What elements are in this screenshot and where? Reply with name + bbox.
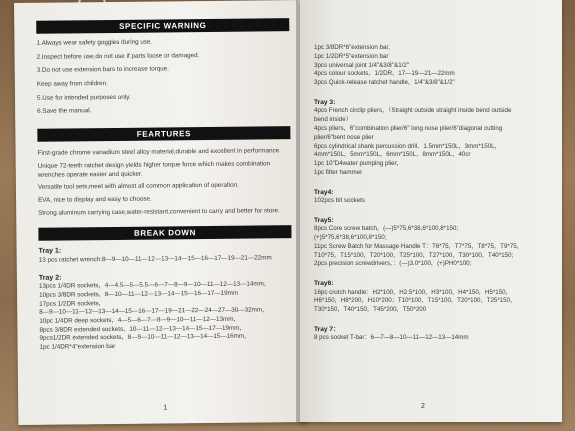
page-number-right: 2 [421, 403, 425, 410]
tray3-line: 4mm*150L，5mm*150L，6mm*150L，8mm*150L，40cr [314, 151, 471, 159]
warning-item: Keep away from children. [36, 80, 108, 88]
tray2-title: Tray 2: [38, 274, 62, 282]
tray3-line: 1pc 10"D4water pumping plier， [314, 160, 403, 168]
tray7-line: 8 pcs socket T-bar：6—7—8—10—11—12—13—14mm [314, 334, 469, 342]
item-line: 1pc 3/8DR*6"extension bar, [314, 44, 390, 51]
tray2-line: 8—9—10—11—12—13—14—15—16—17—19—21—22—24—27—30—32mm， [39, 306, 269, 317]
warning-item: 1.Always wear safety goggles during use. [36, 38, 153, 47]
feature-item: EVA, nice to display and easy to choose. [38, 195, 152, 204]
tray1-title: Tray 1: [38, 247, 62, 256]
tray5-line: 2pcs precision screwdrivers，：(—)3.0*100，(+)PH0*100; [314, 260, 472, 268]
item-line: 1pc 1/2DR*5"extension bar [314, 52, 389, 60]
warning-item: 5.Use for intended purposes only. [36, 93, 131, 102]
feature-item: Versatile tool sets,meet with almost all common application of operation. [37, 181, 239, 191]
tray1-line: 13 pcs ratchet wrench:8—9—10—11—12—13—14—15—16—17—19—21—22mm [38, 254, 272, 264]
tray5-title: Tray5: [314, 216, 334, 224]
tray6-line: T30*150，T40*150，T45*200，T50*200 [314, 306, 427, 314]
manual-page-right [300, 0, 562, 422]
features-header: FEARTURES [37, 126, 290, 142]
features-list [38, 147, 292, 218]
tray5-line: 11pc Screw Batch for Massage Handle T：T6*75，T7*75，T8*75，T9*75， [314, 242, 523, 250]
breakdown-header: BREAK DOWN [38, 225, 291, 241]
tray5-line: 8pcs Core screw batch，(—)5*75,6*38,6*100,8*150; [314, 225, 459, 233]
right-page-content [314, 44, 554, 343]
tray2-continued-list [314, 44, 554, 88]
feature-item: wrenches operate easier and quicker. [37, 170, 143, 179]
tray3-line: 4pcs pliers，6"combination plier/6" long nose plier/6"diagonal cutting [314, 124, 503, 132]
tray6-line: H6*150，H8*200，H10*200；T10*100，T15*100，T20*100，T25*150， [314, 297, 517, 305]
specific-warning-header: SPECIFIC WARNING [36, 18, 289, 34]
manual-page-left [14, 0, 307, 425]
tray2-line: 8pcs 3/8DR extended sockets，10—11—12—13—14—15—17—19mm， [39, 324, 246, 334]
tray3-line: plier/6"bent nose plier [314, 133, 374, 141]
tray5-line: T10*75，T15*100，T20*100，T25*100，T27*100，T30*100，T40*150; [314, 251, 514, 259]
tray4-title: Tray4: [314, 188, 334, 196]
tray3-line: 4pcs French circlip pliers，（Straight outside straight inside bend outside [314, 107, 512, 115]
tray3-list [314, 107, 554, 177]
warnings-list [36, 37, 290, 117]
tray2-line: 10pcs 3/8DR sockets，8—10—11—12—13—14—15—16—17—19mm [39, 289, 239, 299]
tray5-line: (+)5*75,6*38,6*100,8*150; [314, 234, 387, 242]
tray2-line: 13pcs 1/4DR sockets，4—4.5—5—5.5—6—7—8—9—10—11—12—13—14mm， [38, 280, 271, 291]
tray7-title: Tray 7： [314, 325, 340, 333]
tray2-line: 17pcs 1/2DR sockets， [39, 299, 105, 308]
tray5-list [314, 225, 554, 269]
tray6-title: Tray6: [314, 280, 334, 288]
tray3-line: 6pcs cylindrical shank percussion drill，1.5mm*150L，3mm*150L， [314, 142, 501, 150]
tray6-line: 16pc crutch handle：H2*100，H2.5*100，H3*100，H4*150，H5*150， [314, 288, 512, 296]
warning-item: 6.Save the manual. [37, 107, 92, 116]
tray2-list [39, 280, 293, 352]
tray2-line: 9pcs1/2DR extended sockets，8—9—10—11—12—13—14—15—16mm， [39, 332, 251, 343]
tray3-line: bend inside） [314, 116, 352, 124]
feature-item: Unique 72-teeth ratchet design yields higher torque force which makes combination [37, 160, 271, 170]
item-line: 4pcs colour sockets，1/2DR，17—19—21—22mm [314, 70, 455, 78]
page-number-left: 1 [163, 404, 168, 412]
left-page-content [36, 18, 292, 352]
tray3-title: Tray 3: [314, 98, 336, 106]
tray4-line: 102pcs bit sockets [314, 197, 365, 205]
item-line: 3pcs Quick-release ratchet handle，1/4"&3/8"&1/2" [314, 79, 455, 87]
warning-item: 3.Do not use extension bars to increase torque. [36, 65, 170, 75]
item-line: 3pcs universal joint 1/4"&3/8"&1/2" [314, 61, 409, 69]
feature-item: Strong aluminum carrying case,water-resistant,convenient to carry and better for store. [38, 206, 280, 217]
tray2-line: 10pc 1/4DR deep sockets，4—5—6—7—8—9—10—11—12—13mm， [39, 315, 240, 325]
tray3-line: 1pc fitter hammer [314, 168, 363, 176]
warning-item: 2.Inspect before use,do not use if parts loose or damaged. [36, 51, 200, 61]
tray6-list [314, 289, 554, 315]
feature-item: First-grade chrome vanadium steel alloy material,durable and excellent in performance. [37, 147, 281, 157]
tray2-line: 1pc 1/4DR*4"extension bar [39, 343, 116, 351]
